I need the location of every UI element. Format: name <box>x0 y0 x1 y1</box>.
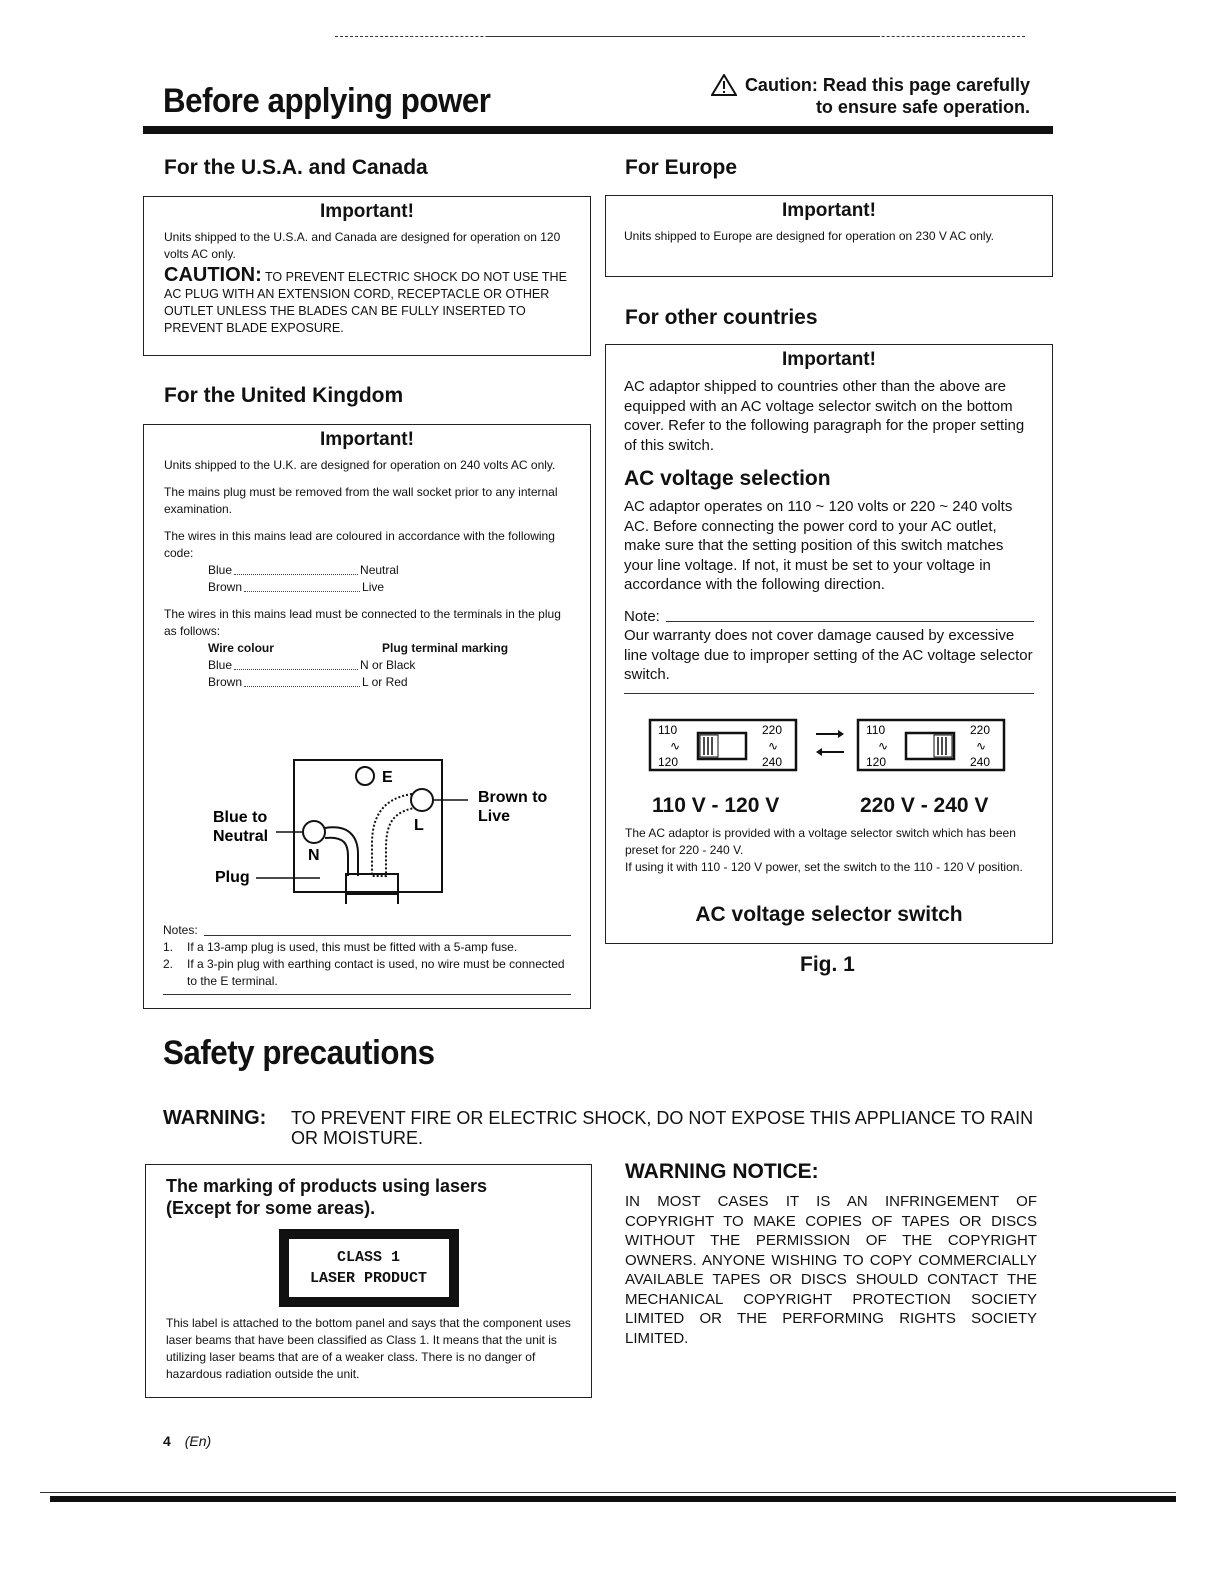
svg-text:∿: ∿ <box>670 739 681 753</box>
uk-notes <box>163 922 571 995</box>
switch-text <box>625 825 1037 876</box>
usa-important: Important! <box>320 201 414 222</box>
diagram-n-label: N <box>308 847 320 864</box>
safety-warning-text: TO PREVENT FIRE OR ELECTRIC SHOCK, DO NOT EXPOSE THIS APPLIANCE TO RAIN OR MOISTURE. <box>291 1108 1034 1148</box>
diagram-blue-to: Blue to <box>213 809 268 826</box>
laser-heading-1: The marking of products using lasers <box>166 1176 488 1196</box>
uk-table-row <box>208 674 570 691</box>
diagram-e-label: E <box>382 769 393 786</box>
svg-text:∿: ∿ <box>976 739 987 753</box>
svg-text:240: 240 <box>762 755 783 769</box>
other-heading: For other countries <box>625 306 818 329</box>
switch-text-1: The AC adaptor is provided with a voltage selector switch which has been preset for 220 - 240 V. <box>625 826 1016 857</box>
svg-text:220: 220 <box>970 723 991 737</box>
svg-text:240: 240 <box>970 755 991 769</box>
diagram-plug: Plug <box>215 869 250 886</box>
uk-p3: The wires in this mains lead are coloured in accordance with the following code: <box>164 529 555 560</box>
ac-note-label: Note: <box>624 607 660 625</box>
footer-rule-thin <box>40 1492 1176 1493</box>
uk-plug-diagram <box>200 754 570 914</box>
switch-text-2: If using it with 110 - 120 V power, set the switch to the 110 - 120 V position. <box>625 860 1023 874</box>
usa-text: Units shipped to the U.S.A. and Canada are designed for operation on 120 volts AC only. <box>164 230 561 261</box>
laser-box <box>145 1164 592 1398</box>
ac-note-header <box>624 607 1034 627</box>
uk-table <box>164 657 570 691</box>
diagram-l-label: L <box>414 817 424 834</box>
svg-text:∿: ∿ <box>768 739 779 753</box>
europe-box <box>605 195 1053 277</box>
class1-label <box>279 1229 459 1307</box>
caution-line-1: Caution: Read this page carefully <box>744 75 1030 95</box>
class1-line-2: LASER PRODUCT <box>309 1270 428 1287</box>
uk-code-right: Neutral <box>360 563 399 577</box>
switch-title: AC voltage selector switch <box>695 903 963 926</box>
notice-text: IN MOST CASES IT IS AN INFRINGEMENT OF COPYRIGHT TO MAKE COPIES OF TAPES OR DISCS WITHOUT THE PERMISSION OF THE COPYRIGHT OWNERS. ANYONE WISHING TO COPY COMMERCIALLY AVAILABLE TAPES OR DISCS SHOULD CONTACT THE MECHANICAL COPYRIGHT PROTECTION SOCIETY LIMITED OR THE PERFORMING RIGHTS SOCIETY LIMITED. <box>625 1193 1037 1347</box>
safety-warning-label: WARNING: <box>163 1107 267 1129</box>
svg-text:110: 110 <box>658 723 678 737</box>
usa-caution <box>164 264 570 337</box>
page-number-value: 4 <box>163 1433 171 1449</box>
svg-text:120: 120 <box>658 755 679 769</box>
uk-table-head-right: Plug terminal marking <box>382 641 509 655</box>
usa-caution-label: CAUTION: <box>164 264 262 286</box>
ac-voltage-text: AC adaptor operates on 110 ~ 120 volts or 220 ~ 240 volts AC. Before connecting the power cord to your AC outlet, make sure that the setting position of this switch matches your line voltage. If not, it must be set to your voltage in accordance with the following direction. <box>624 498 1013 593</box>
uk-table-left: Brown <box>208 675 243 689</box>
europe-text: Units shipped to Europe are designed for operation on 230 V AC only. <box>624 229 995 243</box>
uk-table-row <box>208 657 570 674</box>
uk-code-left: Brown <box>208 580 243 594</box>
safety-title: Safety precautions <box>163 1034 435 1072</box>
uk-table-head-left: Wire colour <box>208 641 274 655</box>
uk-code-row <box>208 579 570 596</box>
uk-code-left: Blue <box>208 563 233 577</box>
ac-voltage-heading: AC voltage selection <box>624 467 831 490</box>
warning-triangle-icon <box>711 74 737 96</box>
top-rule-solid <box>488 36 880 37</box>
uk-p4: The wires in this mains lead must be connected to the terminals in the plug as follows: <box>164 607 561 638</box>
uk-note-item: 2. If a 3-pin plug with earthing contact is used, no wire must be connected to the E terminal. <box>163 957 565 988</box>
diagram-brown-to: Brown to <box>478 789 548 806</box>
uk-notes-header <box>163 922 571 939</box>
svg-text:120: 120 <box>866 755 887 769</box>
svg-text:110: 110 <box>866 723 886 737</box>
uk-table-left: Blue <box>208 658 233 672</box>
uk-p2: The mains plug must be removed from the wall socket prior to any internal examination. <box>164 485 558 516</box>
laser-text: This label is attached to the bottom panel and says that the component uses laser beams that have been classified as Class 1. It means that the unit is utilizing laser beams that are of a weaker class. There is no danger of hazardous radiation outside the unit. <box>166 1316 571 1381</box>
caution-block <box>640 74 1030 118</box>
voltage-high-label: 220 V - 240 V <box>860 794 989 817</box>
ac-note-text: Our warranty does not cover damage caused by excessive line voltage due to improper setting of the AC voltage selector switch. <box>624 627 1033 683</box>
notice-heading: WARNING NOTICE: <box>625 1160 819 1183</box>
usa-caution-text: TO PREVENT ELECTRIC SHOCK DO NOT USE THE AC PLUG WITH AN EXTENSION CORD, RECEPTACLE OR OTHER OUTLET UNLESS THE BLADES CAN BE FULLY INSERTED TO PREVENT BLADE EXPOSURE. <box>164 270 567 335</box>
usa-box <box>143 196 591 356</box>
page-number <box>163 1433 211 1449</box>
fig-label: Fig. 1 <box>800 953 855 976</box>
uk-p1: Units shipped to the U.K. are designed for operation on 240 volts AC only. <box>164 458 556 472</box>
svg-text:220: 220 <box>762 723 783 737</box>
uk-code-right: Live <box>362 580 385 594</box>
diagram-live: Live <box>478 808 511 825</box>
uk-notes-list <box>163 939 571 990</box>
uk-table-right: L or Red <box>362 675 408 689</box>
footer-rule-thick <box>50 1496 1176 1502</box>
voltage-switch-diagram <box>648 716 1018 774</box>
uk-heading: For the United Kingdom <box>164 384 404 407</box>
uk-important: Important! <box>320 429 414 450</box>
uk-table-head <box>164 640 570 657</box>
class1-line-1: CLASS 1 <box>336 1249 400 1266</box>
page-title: Before applying power <box>163 82 491 120</box>
other-important: Important! <box>782 349 876 370</box>
uk-code-list <box>164 562 570 596</box>
diagram-neutral: Neutral <box>213 828 269 845</box>
voltage-low-label: 110 V - 120 V <box>652 794 780 817</box>
europe-heading: For Europe <box>625 156 738 179</box>
uk-notes-label: Notes: <box>163 923 198 937</box>
europe-important: Important! <box>782 200 876 221</box>
page-lang: (En) <box>184 1433 212 1449</box>
usa-heading: For the U.S.A. and Canada <box>164 156 428 179</box>
uk-table-right: N or Black <box>360 658 416 672</box>
safety-warning <box>163 1108 1043 1148</box>
other-text: AC adaptor shipped to countries other than the above are equipped with an AC voltage selector switch on the bottom cover. Refer to the following paragraph for the proper setting of this switch. <box>624 378 1025 454</box>
caution-line-2: to ensure safe operation. <box>815 97 1030 117</box>
uk-code-row <box>208 562 570 579</box>
laser-heading-2: (Except for some areas). <box>166 1198 376 1218</box>
header-thick-rule <box>143 126 1053 134</box>
uk-note-item: 1. If a 13-amp plug is used, this must be fitted with a 5-amp fuse. <box>163 940 518 954</box>
svg-text:∿: ∿ <box>878 739 889 753</box>
